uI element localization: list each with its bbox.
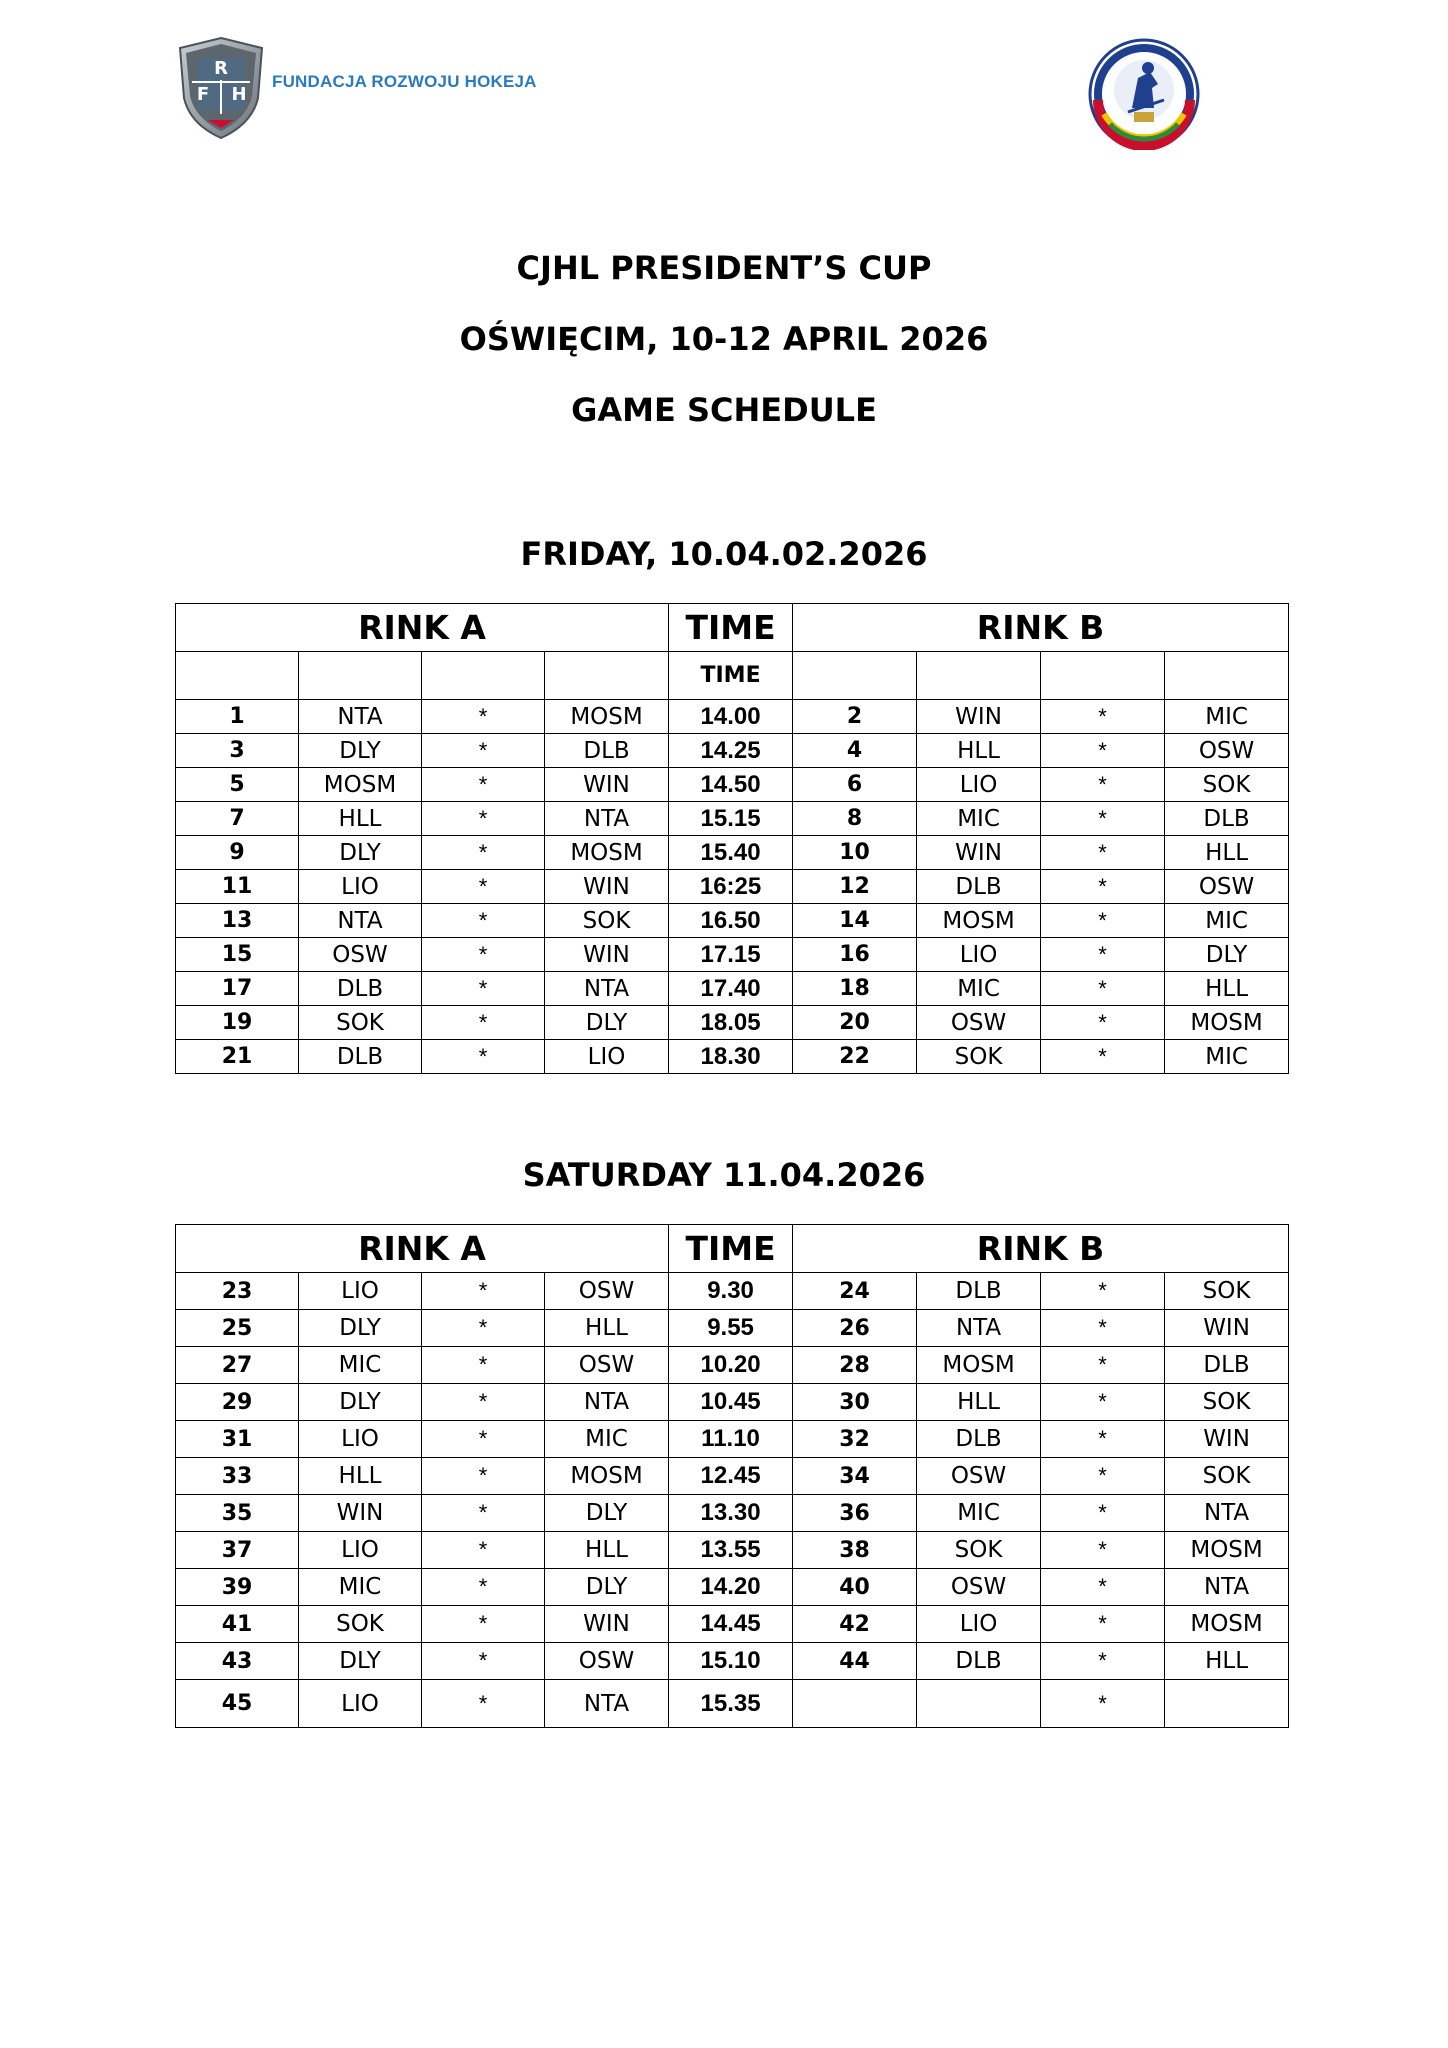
rink-a-home-team: NTA bbox=[299, 904, 422, 938]
blank-cell bbox=[299, 652, 422, 700]
rink-b-separator: * bbox=[1041, 1643, 1165, 1680]
rink-a-game-number: 41 bbox=[176, 1606, 299, 1643]
game-time: 9.55 bbox=[669, 1310, 793, 1347]
rink-a-game-number: 23 bbox=[176, 1273, 299, 1310]
rink-b-away-team: WIN bbox=[1165, 1421, 1289, 1458]
rink-b-separator: * bbox=[1041, 1310, 1165, 1347]
rink-b-home-team: HLL bbox=[917, 1384, 1041, 1421]
table-subheader-row bbox=[176, 652, 1289, 700]
rink-b-home-team: WIN bbox=[917, 700, 1041, 734]
rink-b-away-team: MIC bbox=[1165, 904, 1289, 938]
rink-a-game-number: 9 bbox=[176, 836, 299, 870]
rink-b-game-number: 28 bbox=[793, 1347, 917, 1384]
rink-a-home-team: DLB bbox=[299, 972, 422, 1006]
rink-a-game-number: 29 bbox=[176, 1384, 299, 1421]
rink-b-game-number: 34 bbox=[793, 1458, 917, 1495]
rink-b-game-number: 4 bbox=[793, 734, 917, 768]
friday-schedule-table bbox=[175, 603, 1289, 1074]
rink-b-separator: * bbox=[1041, 1273, 1165, 1310]
rink-b-game-number: 12 bbox=[793, 870, 917, 904]
rink-b-separator: * bbox=[1041, 734, 1165, 768]
rink-b-header: RINK B bbox=[793, 604, 1289, 652]
rink-a-away-team: OSW bbox=[545, 1347, 669, 1384]
rink-b-home-team: DLB bbox=[917, 870, 1041, 904]
event-location-date: OŚWIĘCIM, 10-12 APRIL 2026 bbox=[459, 320, 989, 358]
rink-a-home-team: DLY bbox=[299, 1643, 422, 1680]
table-row bbox=[176, 1458, 1289, 1495]
rink-a-away-team: NTA bbox=[545, 1680, 669, 1728]
rink-b-game-number: 36 bbox=[793, 1495, 917, 1532]
game-time: 17.15 bbox=[669, 938, 793, 972]
game-time: 16:25 bbox=[669, 870, 793, 904]
rink-a-away-team: WIN bbox=[545, 1606, 669, 1643]
rink-b-home-team: NTA bbox=[917, 1310, 1041, 1347]
rink-a-away-team: MOSM bbox=[545, 700, 669, 734]
table-row bbox=[176, 1532, 1289, 1569]
rink-a-separator: * bbox=[422, 1384, 545, 1421]
table-row bbox=[176, 1384, 1289, 1421]
table-header-row bbox=[176, 604, 1289, 652]
rink-a-separator: * bbox=[422, 1421, 545, 1458]
rink-a-home-team: NTA bbox=[299, 700, 422, 734]
rink-b-separator: * bbox=[1041, 1384, 1165, 1421]
rink-b-away-team bbox=[1165, 1680, 1289, 1728]
rink-b-home-team: OSW bbox=[917, 1458, 1041, 1495]
rink-b-game-number: 16 bbox=[793, 938, 917, 972]
rink-a-home-team: MIC bbox=[299, 1569, 422, 1606]
blank-cell bbox=[1041, 652, 1165, 700]
rink-a-game-number: 35 bbox=[176, 1495, 299, 1532]
table-row bbox=[176, 972, 1289, 1006]
table-row bbox=[176, 1643, 1289, 1680]
rink-a-separator: * bbox=[422, 870, 545, 904]
blank-cell bbox=[545, 652, 669, 700]
rink-a-home-team: DLY bbox=[299, 1310, 422, 1347]
rink-a-game-number: 13 bbox=[176, 904, 299, 938]
rink-a-away-team: MOSM bbox=[545, 836, 669, 870]
rink-b-away-team: SOK bbox=[1165, 1458, 1289, 1495]
saturday-heading: SATURDAY 11.04.2026 bbox=[522, 1156, 926, 1194]
table-row bbox=[176, 870, 1289, 904]
table-row bbox=[176, 802, 1289, 836]
rink-a-home-team: DLY bbox=[299, 734, 422, 768]
rink-a-game-number: 37 bbox=[176, 1532, 299, 1569]
rink-a-separator: * bbox=[422, 1532, 545, 1569]
rink-b-home-team: HLL bbox=[917, 734, 1041, 768]
rink-b-home-team bbox=[917, 1680, 1041, 1728]
rink-a-away-team: DLY bbox=[545, 1495, 669, 1532]
rink-a-separator: * bbox=[422, 1347, 545, 1384]
rink-b-game-number: 6 bbox=[793, 768, 917, 802]
svg-text:R: R bbox=[214, 58, 228, 79]
frh-logo bbox=[178, 36, 558, 146]
rink-a-away-team: WIN bbox=[545, 870, 669, 904]
svg-text:F: F bbox=[196, 84, 210, 105]
rink-b-away-team: NTA bbox=[1165, 1569, 1289, 1606]
rink-a-separator: * bbox=[422, 1310, 545, 1347]
rink-a-game-number: 39 bbox=[176, 1569, 299, 1606]
game-time: 13.30 bbox=[669, 1495, 793, 1532]
rink-a-game-number: 25 bbox=[176, 1310, 299, 1347]
rink-a-game-number: 19 bbox=[176, 1006, 299, 1040]
rink-a-away-team: SOK bbox=[545, 904, 669, 938]
rink-b-home-team: MIC bbox=[917, 1495, 1041, 1532]
rink-a-home-team: DLY bbox=[299, 836, 422, 870]
rink-a-separator: * bbox=[422, 904, 545, 938]
rink-a-home-team: LIO bbox=[299, 1273, 422, 1310]
rink-b-game-number: 40 bbox=[793, 1569, 917, 1606]
rink-a-separator: * bbox=[422, 1569, 545, 1606]
rink-b-home-team: DLB bbox=[917, 1643, 1041, 1680]
table-row bbox=[176, 1421, 1289, 1458]
rink-b-separator: * bbox=[1041, 1569, 1165, 1606]
rink-b-game-number: 30 bbox=[793, 1384, 917, 1421]
rink-a-separator: * bbox=[422, 938, 545, 972]
rink-a-away-team: MOSM bbox=[545, 1458, 669, 1495]
rink-b-away-team: SOK bbox=[1165, 1384, 1289, 1421]
rink-b-separator: * bbox=[1041, 1040, 1165, 1074]
rink-b-separator: * bbox=[1041, 972, 1165, 1006]
rink-b-away-team: WIN bbox=[1165, 1310, 1289, 1347]
table-row bbox=[176, 938, 1289, 972]
time-subheader: TIME bbox=[669, 652, 793, 700]
rink-a-separator: * bbox=[422, 1458, 545, 1495]
rink-a-game-number: 17 bbox=[176, 972, 299, 1006]
rink-b-home-team: MOSM bbox=[917, 1347, 1041, 1384]
rink-b-home-team: OSW bbox=[917, 1006, 1041, 1040]
rink-b-separator: * bbox=[1041, 700, 1165, 734]
rink-b-game-number: 22 bbox=[793, 1040, 917, 1074]
table-row bbox=[176, 836, 1289, 870]
rink-a-separator: * bbox=[422, 734, 545, 768]
rink-a-away-team: NTA bbox=[545, 802, 669, 836]
rink-a-away-team: WIN bbox=[545, 938, 669, 972]
rink-b-separator: * bbox=[1041, 1006, 1165, 1040]
rink-b-game-number: 20 bbox=[793, 1006, 917, 1040]
game-time: 14.50 bbox=[669, 768, 793, 802]
blank-cell bbox=[917, 652, 1041, 700]
rink-b-away-team: DLB bbox=[1165, 802, 1289, 836]
rink-b-separator: * bbox=[1041, 1495, 1165, 1532]
rink-a-game-number: 33 bbox=[176, 1458, 299, 1495]
rink-b-separator: * bbox=[1041, 1458, 1165, 1495]
rink-a-separator: * bbox=[422, 1680, 545, 1728]
rink-b-away-team: HLL bbox=[1165, 972, 1289, 1006]
rink-a-game-number: 43 bbox=[176, 1643, 299, 1680]
schedule-label: GAME SCHEDULE bbox=[571, 391, 877, 429]
page-title: CJHL PRESIDENT’S CUP bbox=[516, 249, 932, 287]
game-time: 11.10 bbox=[669, 1421, 793, 1458]
rink-a-game-number: 45 bbox=[176, 1680, 299, 1728]
rink-b-separator: * bbox=[1041, 1532, 1165, 1569]
table-row bbox=[176, 1006, 1289, 1040]
rink-b-game-number: 38 bbox=[793, 1532, 917, 1569]
rink-a-home-team: SOK bbox=[299, 1006, 422, 1040]
time-header: TIME bbox=[669, 604, 793, 652]
table-row bbox=[176, 1495, 1289, 1532]
table-row bbox=[176, 904, 1289, 938]
rink-b-away-team: OSW bbox=[1165, 870, 1289, 904]
rink-a-separator: * bbox=[422, 700, 545, 734]
rink-a-home-team: SOK bbox=[299, 1606, 422, 1643]
rink-b-home-team: DLB bbox=[917, 1273, 1041, 1310]
table-row bbox=[176, 1569, 1289, 1606]
rink-a-home-team: DLY bbox=[299, 1384, 422, 1421]
rink-b-away-team: HLL bbox=[1165, 1643, 1289, 1680]
hockey-seal-logo-icon bbox=[1088, 38, 1200, 150]
rink-b-away-team: SOK bbox=[1165, 768, 1289, 802]
rink-b-home-team: MIC bbox=[917, 972, 1041, 1006]
friday-heading: FRIDAY, 10.04.02.2026 bbox=[520, 535, 928, 573]
rink-b-game-number: 24 bbox=[793, 1273, 917, 1310]
rink-a-game-number: 3 bbox=[176, 734, 299, 768]
rink-b-separator: * bbox=[1041, 768, 1165, 802]
game-time: 14.25 bbox=[669, 734, 793, 768]
rink-b-separator: * bbox=[1041, 938, 1165, 972]
rink-a-game-number: 1 bbox=[176, 700, 299, 734]
table-row bbox=[176, 1310, 1289, 1347]
brand-text: FUNDACJA ROZWOJU HOKEJA bbox=[272, 72, 537, 91]
blank-cell bbox=[793, 652, 917, 700]
rink-a-game-number: 11 bbox=[176, 870, 299, 904]
rink-a-separator: * bbox=[422, 802, 545, 836]
rink-a-game-number: 7 bbox=[176, 802, 299, 836]
table-header-row bbox=[176, 1225, 1289, 1273]
rink-a-separator: * bbox=[422, 1273, 545, 1310]
rink-b-separator: * bbox=[1041, 1680, 1165, 1728]
rink-a-separator: * bbox=[422, 836, 545, 870]
rink-b-game-number: 42 bbox=[793, 1606, 917, 1643]
rink-a-separator: * bbox=[422, 1006, 545, 1040]
rink-b-away-team: SOK bbox=[1165, 1273, 1289, 1310]
table-row bbox=[176, 734, 1289, 768]
rink-a-home-team: LIO bbox=[299, 1532, 422, 1569]
rink-b-away-team: MOSM bbox=[1165, 1006, 1289, 1040]
rink-b-away-team: MOSM bbox=[1165, 1606, 1289, 1643]
rink-b-game-number: 2 bbox=[793, 700, 917, 734]
game-time: 14.20 bbox=[669, 1569, 793, 1606]
rink-a-away-team: DLY bbox=[545, 1569, 669, 1606]
game-time: 15.35 bbox=[669, 1680, 793, 1728]
rink-b-separator: * bbox=[1041, 870, 1165, 904]
rink-a-away-team: OSW bbox=[545, 1643, 669, 1680]
table-row bbox=[176, 1273, 1289, 1310]
game-time: 14.45 bbox=[669, 1606, 793, 1643]
table-row bbox=[176, 1040, 1289, 1074]
rink-a-home-team: MOSM bbox=[299, 768, 422, 802]
game-time: 18.30 bbox=[669, 1040, 793, 1074]
rink-a-home-team: WIN bbox=[299, 1495, 422, 1532]
rink-a-home-team: HLL bbox=[299, 1458, 422, 1495]
rink-b-home-team: LIO bbox=[917, 938, 1041, 972]
rink-a-away-team: NTA bbox=[545, 1384, 669, 1421]
rink-a-separator: * bbox=[422, 972, 545, 1006]
rink-b-game-number: 32 bbox=[793, 1421, 917, 1458]
rink-a-game-number: 31 bbox=[176, 1421, 299, 1458]
game-time: 10.20 bbox=[669, 1347, 793, 1384]
game-time: 17.40 bbox=[669, 972, 793, 1006]
rink-b-game-number: 44 bbox=[793, 1643, 917, 1680]
game-time: 13.55 bbox=[669, 1532, 793, 1569]
time-header: TIME bbox=[669, 1225, 793, 1273]
rink-a-game-number: 27 bbox=[176, 1347, 299, 1384]
rink-a-home-team: HLL bbox=[299, 802, 422, 836]
table-row bbox=[176, 1606, 1289, 1643]
rink-b-separator: * bbox=[1041, 904, 1165, 938]
rink-a-away-team: DLY bbox=[545, 1006, 669, 1040]
rink-b-separator: * bbox=[1041, 836, 1165, 870]
rink-b-home-team: MIC bbox=[917, 802, 1041, 836]
rink-b-separator: * bbox=[1041, 1347, 1165, 1384]
rink-a-header: RINK A bbox=[176, 604, 669, 652]
rink-b-game-number: 10 bbox=[793, 836, 917, 870]
rink-b-away-team: MIC bbox=[1165, 1040, 1289, 1074]
rink-a-home-team: DLB bbox=[299, 1040, 422, 1074]
rink-b-game-number: 26 bbox=[793, 1310, 917, 1347]
rink-b-away-team: MIC bbox=[1165, 700, 1289, 734]
game-time: 15.10 bbox=[669, 1643, 793, 1680]
rink-a-away-team: MIC bbox=[545, 1421, 669, 1458]
game-time: 15.40 bbox=[669, 836, 793, 870]
rink-b-away-team: NTA bbox=[1165, 1495, 1289, 1532]
rink-b-home-team: DLB bbox=[917, 1421, 1041, 1458]
rink-a-away-team: HLL bbox=[545, 1310, 669, 1347]
rink-b-game-number bbox=[793, 1680, 917, 1728]
game-time: 12.45 bbox=[669, 1458, 793, 1495]
game-time: 18.05 bbox=[669, 1006, 793, 1040]
game-time: 15.15 bbox=[669, 802, 793, 836]
game-time: 16.50 bbox=[669, 904, 793, 938]
frh-shield-logo-icon bbox=[178, 36, 264, 140]
rink-b-home-team: WIN bbox=[917, 836, 1041, 870]
rink-a-home-team: OSW bbox=[299, 938, 422, 972]
rink-a-separator: * bbox=[422, 1606, 545, 1643]
rink-a-game-number: 5 bbox=[176, 768, 299, 802]
rink-a-away-team: WIN bbox=[545, 768, 669, 802]
rink-a-away-team: HLL bbox=[545, 1532, 669, 1569]
rink-a-home-team: LIO bbox=[299, 1421, 422, 1458]
rink-b-home-team: LIO bbox=[917, 1606, 1041, 1643]
saturday-schedule-table bbox=[175, 1224, 1289, 1728]
rink-a-away-team: OSW bbox=[545, 1273, 669, 1310]
table-row bbox=[176, 700, 1289, 734]
rink-b-game-number: 8 bbox=[793, 802, 917, 836]
rink-b-away-team: HLL bbox=[1165, 836, 1289, 870]
rink-b-game-number: 14 bbox=[793, 904, 917, 938]
rink-b-separator: * bbox=[1041, 1606, 1165, 1643]
rink-a-game-number: 21 bbox=[176, 1040, 299, 1074]
rink-a-game-number: 15 bbox=[176, 938, 299, 972]
rink-a-away-team: DLB bbox=[545, 734, 669, 768]
rink-b-separator: * bbox=[1041, 802, 1165, 836]
rink-a-home-team: MIC bbox=[299, 1347, 422, 1384]
rink-b-header: RINK B bbox=[793, 1225, 1289, 1273]
rink-a-home-team: LIO bbox=[299, 1680, 422, 1728]
rink-b-home-team: LIO bbox=[917, 768, 1041, 802]
rink-a-separator: * bbox=[422, 1495, 545, 1532]
game-time: 14.00 bbox=[669, 700, 793, 734]
table-row bbox=[176, 1680, 1289, 1728]
game-time: 10.45 bbox=[669, 1384, 793, 1421]
rink-a-away-team: LIO bbox=[545, 1040, 669, 1074]
svg-text:H: H bbox=[231, 84, 247, 105]
rink-b-game-number: 18 bbox=[793, 972, 917, 1006]
rink-b-home-team: SOK bbox=[917, 1532, 1041, 1569]
rink-a-away-team: NTA bbox=[545, 972, 669, 1006]
blank-cell bbox=[422, 652, 545, 700]
table-row bbox=[176, 1347, 1289, 1384]
rink-b-home-team: MOSM bbox=[917, 904, 1041, 938]
rink-a-separator: * bbox=[422, 1643, 545, 1680]
rink-b-home-team: OSW bbox=[917, 1569, 1041, 1606]
rink-b-away-team: OSW bbox=[1165, 734, 1289, 768]
rink-a-home-team: LIO bbox=[299, 870, 422, 904]
rink-a-header: RINK A bbox=[176, 1225, 669, 1273]
rink-a-separator: * bbox=[422, 1040, 545, 1074]
rink-a-separator: * bbox=[422, 768, 545, 802]
rink-b-away-team: DLB bbox=[1165, 1347, 1289, 1384]
table-row bbox=[176, 768, 1289, 802]
blank-cell bbox=[1165, 652, 1289, 700]
rink-b-home-team: SOK bbox=[917, 1040, 1041, 1074]
rink-b-away-team: MOSM bbox=[1165, 1532, 1289, 1569]
blank-cell bbox=[176, 652, 299, 700]
rink-b-away-team: DLY bbox=[1165, 938, 1289, 972]
game-time: 9.30 bbox=[669, 1273, 793, 1310]
rink-b-separator: * bbox=[1041, 1421, 1165, 1458]
